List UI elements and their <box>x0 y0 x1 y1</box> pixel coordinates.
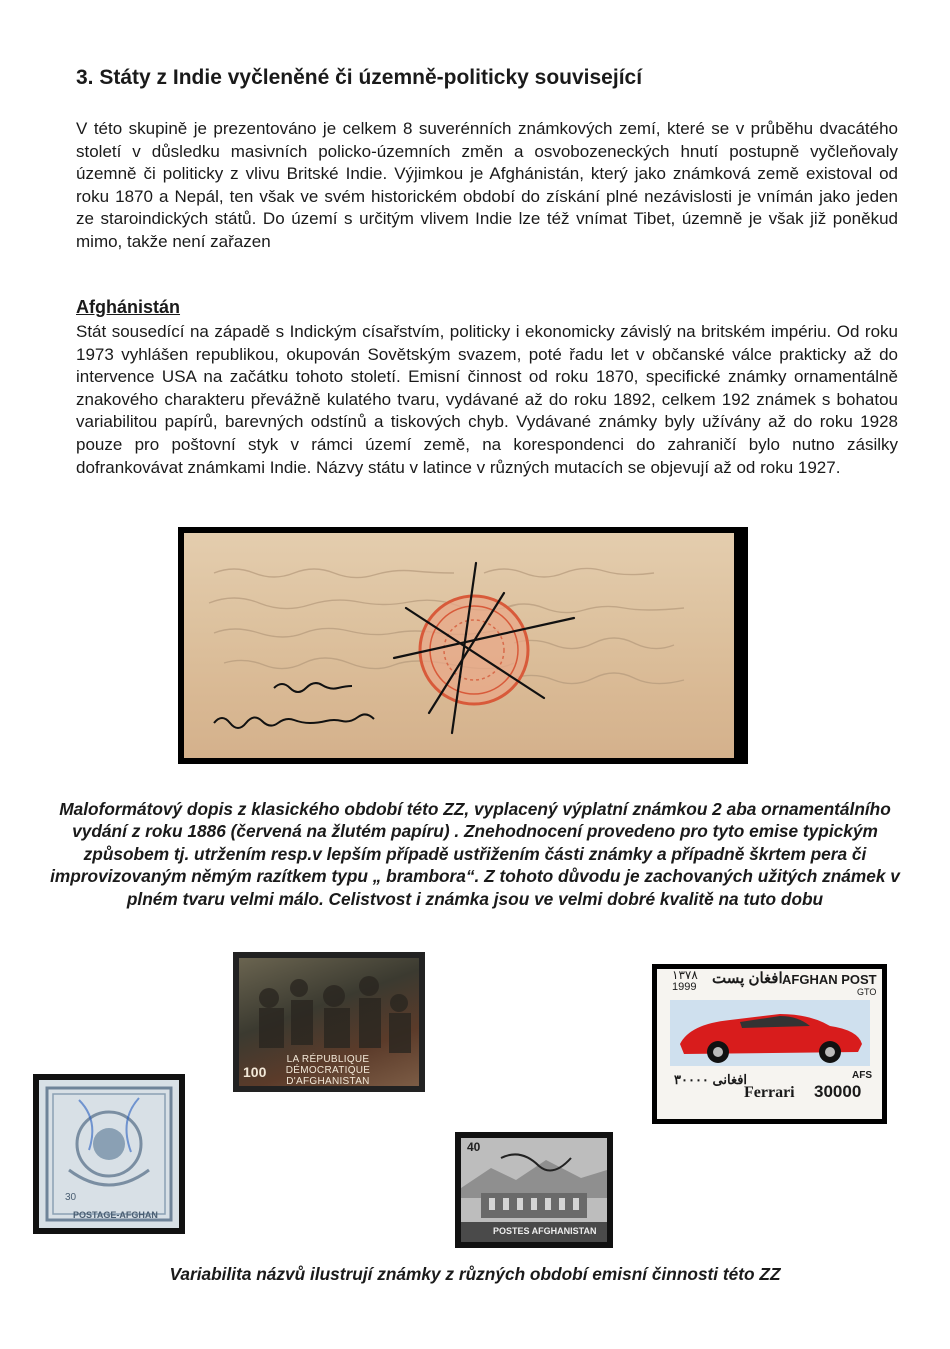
stamp-ferrari <box>652 964 887 1124</box>
blue-stamp-label: POSTAGE-AFGHAN <box>73 1210 158 1220</box>
page-title: 3. Státy z Indie vyčleněné či územně-politicky související <box>76 66 643 89</box>
ferrari-car-image <box>670 1000 870 1066</box>
ferrari-currency: AFS <box>852 1070 872 1081</box>
battle-stamp-text: LA RÉPUBLIQUE DÉMOCRATIQUE D'AFGHANISTAN <box>285 1054 371 1087</box>
afghanistan-paragraph: Stát sousedící na západě s Indickým císařstvím, politicky i ekonomicky závislý na britském impériu. Od roku 1973 vyhlášen republikou, okupován Sovětským svazem, poté řadu let v občanské válce prakticky až do intervence USA na začátku tohoto století. Emisní činnost od roku 1870, specifické známky ornamentálně znakového charakteru převážně kulatého tvaru, vydávané až do roku 1892, celkem 192 známek s bohatou variabilitou papírů, barevných odstínů a tiskových chyb. Vydávané známky byly užívány až do roku 1928 pouze pro poštovní styk v rámci území země, na korespondenci do zahraničí bylo nutno zásilky dofrankovávat známkami Indie. Názvy státu v latince v různých mutacích se objevují až od roku 1927. <box>76 322 898 477</box>
ferrari-country: AFGHAN POST <box>782 972 877 987</box>
ferrari-value: 30000 <box>814 1082 862 1101</box>
intro-paragraph: V této skupině je prezentováno je celkem 8 suverénních známkových zemí, které se v průběhu dvacátého století v důsledku masivních policko-územních změn a osvobozeneckých hnutí postupně vyčleňovaly územně či politicky z vlivu Britské Indie. Výjimkou je Afghánistán, který jako známková země existoval od roku 1870 a Nepál, ten však ve svém historickém období do získání plné nezávislosti je vnímán jako jeden ze staroindických států. Do území s určitým vlivem Indie lze též vnímat Tibet, územně je však již poněkud mimo, takže není zařazen <box>76 119 898 251</box>
battle-stamp-value: 100 <box>243 1064 267 1080</box>
ferrari-value-persian: افغانی ۳۰۰۰۰ <box>674 1072 748 1087</box>
stamp-blue-coat-of-arms <box>33 1074 185 1234</box>
afghanistan-heading: Afghánistán <box>76 297 181 317</box>
ferrari-year: 1999 <box>672 981 697 993</box>
grey-stamp-label: POSTES AFGHANISTAN <box>493 1226 597 1236</box>
cover-caption: Maloformátový dopis z klasického období této ZZ, vyplacený výplatní známkou 2 aba ornamentálního vydání z roku 1886 (červená na žlutém papíru) . Znehodnocení provedeno pro tyto emise typickým způsobem tj. utržením resp.v lepším případě ustřižením části známky a případně škrtem pera či improvizovaným němým razítkem typu „ brambora“. Z tohoto důvodu je zachovaných užitých známek v plném tvaru velmi málo. Celistvost i známka jsou ve velmi dobré kvalitě na tuto dobu <box>50 799 900 909</box>
ferrari-model: GTO <box>857 987 877 997</box>
cover-illustration <box>184 533 734 758</box>
stamps-caption: Variabilita názvů ilustrují známky z různých období emisní činnosti této ZZ <box>169 1264 781 1284</box>
cover-image <box>178 527 748 764</box>
ferrari-country-persian: افغان پست <box>712 970 783 987</box>
stamp-battle-scene <box>233 952 425 1092</box>
ferrari-brand: Ferrari <box>744 1084 795 1101</box>
ferrari-year-persian: ۱۳۷۸ <box>672 968 698 982</box>
grey-stamp-value: 40 <box>467 1140 481 1154</box>
blue-stamp-value: 30 <box>65 1192 77 1203</box>
stamp-grey-building <box>455 1132 613 1248</box>
